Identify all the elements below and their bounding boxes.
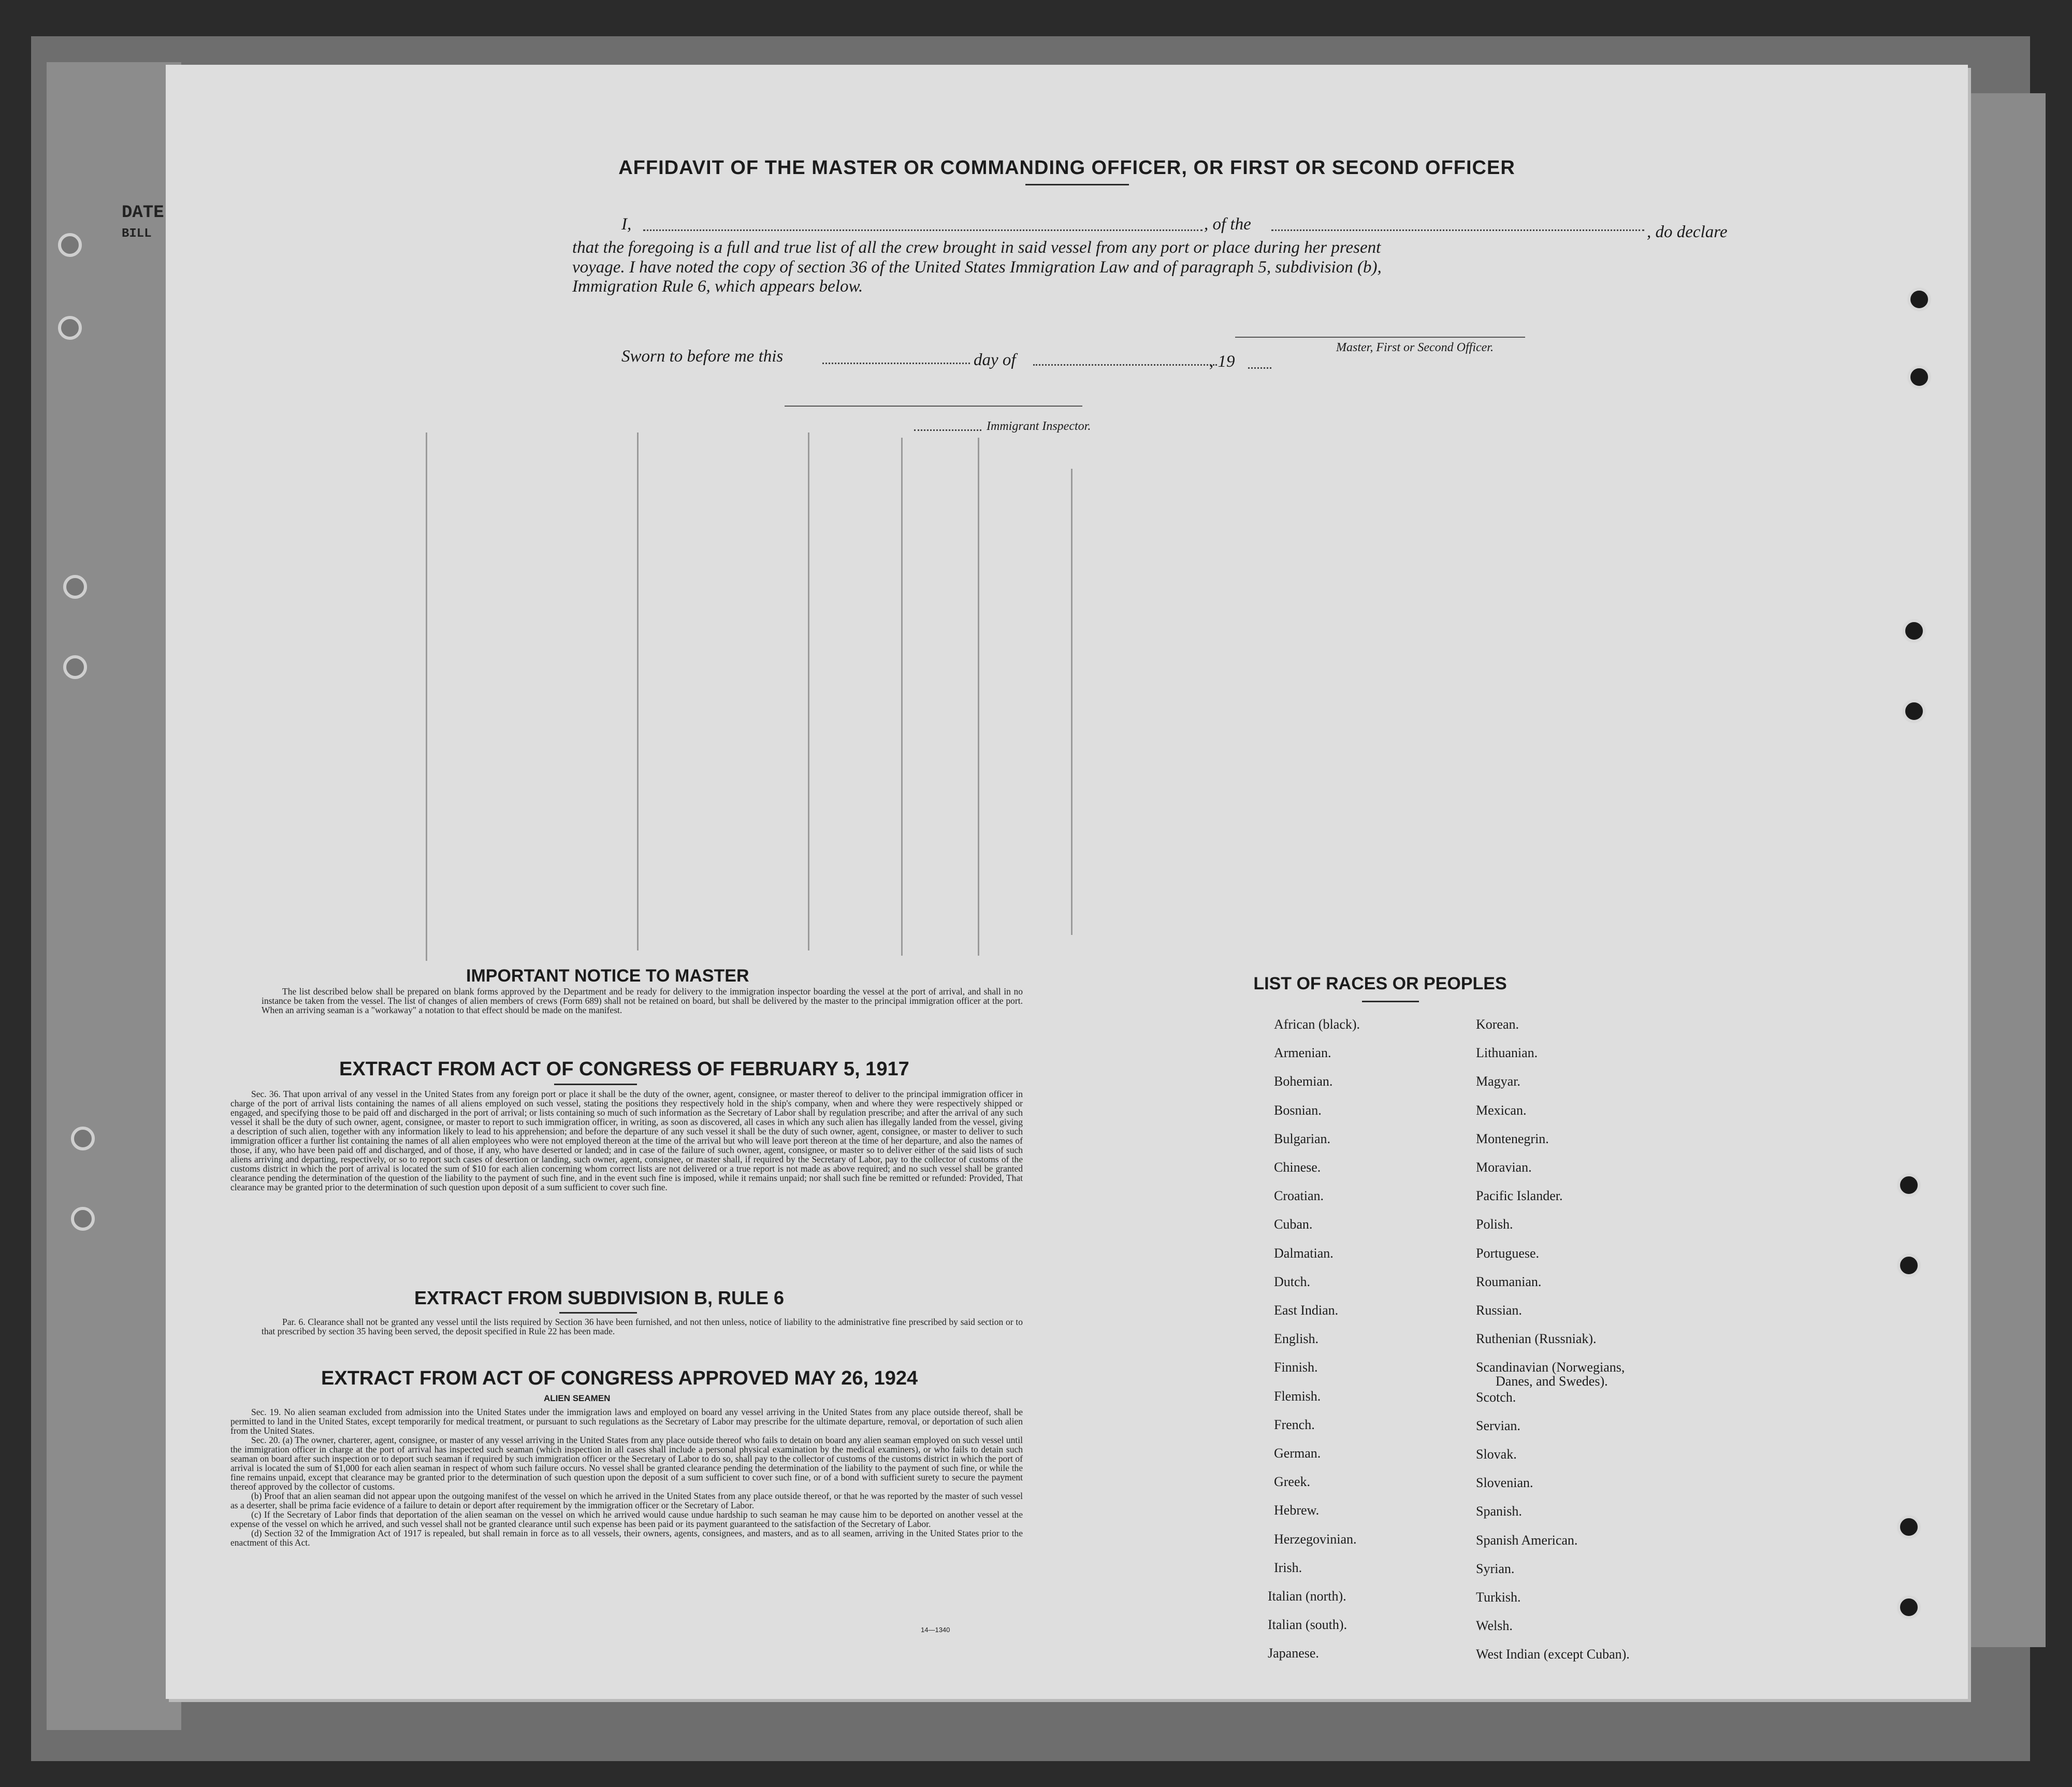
form-number: 14—1340 xyxy=(921,1626,950,1634)
extract-1924-subtitle: ALIEN SEAMEN xyxy=(544,1393,611,1403)
sec-19-paragraph: Sec. 19. No alien seaman excluded from admission into the United States under the immigration laws and employed on board any vessel arriving in the United States from any place outside thereof, shall be permitted to land in the United States, except temporarily for medical treatment, or pursuant to such regulations as the Secretary of Labor may prescribe for the ultimate departure, removal, or deportation of such alien from the United States. xyxy=(230,1407,1023,1436)
race-item: Welsh. xyxy=(1476,1618,1513,1634)
race-item: Japanese. xyxy=(1268,1646,1319,1661)
left-strip xyxy=(47,62,181,1730)
race-item: Bosnian. xyxy=(1274,1102,1322,1118)
extract-rule6-title: EXTRACT FROM SUBDIVISION B, RULE 6 xyxy=(414,1287,785,1308)
notice-paragraph: The list described below shall be prepared on blank forms approved by the Department and be ready for delivery to the immigration inspector boarding the vessel at the port of arrival, and shall in no instance be taken from the vessel. The list of changes of alien members of crews (Form 689) shall not be retained on board, but shall be delivered by the master to the principal immigration officer at the port. When an arriving seaman is a "workaway" a notation to that effect should be made on the manifest. xyxy=(262,986,1023,1015)
sworn-year-line[interactable] xyxy=(1248,367,1271,369)
race-item: Montenegrin. xyxy=(1476,1131,1549,1146)
race-item: Hebrew. xyxy=(1274,1503,1320,1518)
race-item: Scotch. xyxy=(1476,1389,1516,1405)
inspector-caption: Immigrant Inspector. xyxy=(987,420,1091,433)
race-item: Herzegovinian. xyxy=(1274,1531,1357,1547)
race-item: Syrian. xyxy=(1476,1561,1515,1576)
race-item: Bulgarian. xyxy=(1274,1131,1331,1146)
race-item: Danes, and Swedes). xyxy=(1496,1374,1608,1389)
affidavit-page xyxy=(166,65,1968,1699)
declaration-of-the: , of the xyxy=(1204,215,1251,234)
sworn-year: , 19 xyxy=(1209,352,1235,371)
punch-hole xyxy=(63,575,87,599)
race-item: German. xyxy=(1274,1446,1321,1461)
race-item: Chinese. xyxy=(1274,1160,1321,1175)
punch-hole xyxy=(71,1127,95,1150)
race-item: Roumanian. xyxy=(1476,1274,1542,1289)
inspector-dots xyxy=(914,429,981,431)
bleed-through-line xyxy=(426,433,427,961)
race-item: Polish. xyxy=(1476,1217,1513,1232)
punch-hole xyxy=(1907,287,1931,311)
sworn-text: Sworn to before me this xyxy=(621,347,784,366)
punch-hole xyxy=(71,1207,95,1231)
par-6-paragraph: Par. 6. Clearance shall not be granted any vessel until the lists required by Section 36 have been furnished, and not then unless, notice of liability to the administrative fine prescribed by said section or to that prescribed by section 35 having been served, the deposit specified in Rule 22 has been made. xyxy=(262,1317,1023,1336)
punch-hole xyxy=(1902,699,1926,723)
race-item: Mexican. xyxy=(1476,1102,1527,1118)
race-item: West Indian (except Cuban). xyxy=(1476,1647,1630,1662)
race-item: African (black). xyxy=(1274,1017,1360,1032)
race-item: Bohemian. xyxy=(1274,1074,1333,1089)
extract-1917-rule xyxy=(554,1084,637,1085)
punch-hole xyxy=(1897,1595,1921,1619)
race-item: Spanish. xyxy=(1476,1504,1522,1519)
extract-1924-title: EXTRACT FROM ACT OF CONGRESS APPROVED MAY 26, 1924 xyxy=(321,1367,918,1389)
races-rule xyxy=(1362,1001,1419,1002)
race-item: Lithuanian. xyxy=(1476,1045,1538,1061)
extract-rule6-rule xyxy=(559,1312,637,1314)
race-item: Armenian. xyxy=(1274,1045,1331,1061)
punch-hole xyxy=(1897,1173,1921,1197)
punch-hole xyxy=(1897,1515,1921,1539)
declaration-i: I, xyxy=(621,215,632,234)
punch-hole xyxy=(58,316,82,340)
declaration-line-3: voyage. I have noted the copy of section 36 of the United States Immigration Law and of paragraph 5, subdivision (b), xyxy=(572,258,1382,277)
race-item: Moravian. xyxy=(1476,1160,1532,1175)
race-item: Flemish. xyxy=(1274,1388,1321,1404)
sec-20b-paragraph: (b) Proof that an alien seaman did not appear upon the outgoing manifest of the vessel on which he arrived in the United States from any place outside thereof, or that he was reported by the master of such vessel as a deserter, shall be prima facie evidence of a failure to detain or deport after requirement by the immigration officer or the Secretary of Labor. xyxy=(230,1491,1023,1510)
notice-title: IMPORTANT NOTICE TO MASTER xyxy=(466,966,749,986)
sec-20d-paragraph: (d) Section 32 of the Immigration Act of 1917 is repealed, but shall remain in force as to all vessels, their owners, agents, consignees, and masters, and as to all seamen, arriving in the United States prior to the enactment of this Act. xyxy=(230,1528,1023,1548)
declaration-do-declare: , do declare xyxy=(1647,223,1728,241)
race-item: Korean. xyxy=(1476,1017,1519,1032)
left-tab-bill: BILL xyxy=(122,227,152,241)
punch-hole xyxy=(1897,1253,1921,1277)
race-item: Scandinavian (Norwegians, xyxy=(1476,1360,1625,1375)
extract-1917-title: EXTRACT FROM ACT OF CONGRESS OF FEBRUARY 5, 1917 xyxy=(339,1058,909,1080)
race-item: Portuguese. xyxy=(1476,1245,1540,1261)
bleed-through-line xyxy=(901,438,903,956)
declaration-line-2: that the foregoing is a full and true list of all the crew brought in said vessel from any port or place during her present xyxy=(572,238,1381,257)
bleed-through-line xyxy=(978,438,979,956)
name-line[interactable] xyxy=(643,229,1202,231)
left-tab-date: DATE xyxy=(122,203,164,223)
extract-rule6-text xyxy=(262,1317,1023,1336)
race-item: Spanish American. xyxy=(1476,1532,1578,1548)
race-item: Cuban. xyxy=(1274,1217,1313,1232)
sworn-day-of: day of xyxy=(974,351,1016,369)
vessel-line[interactable] xyxy=(1271,229,1644,231)
signature-line[interactable] xyxy=(1235,337,1525,338)
race-item: French. xyxy=(1274,1417,1315,1432)
race-item: Ruthenian (Russniak). xyxy=(1476,1331,1597,1347)
sworn-date-line[interactable] xyxy=(822,363,970,364)
signature-caption: Master, First or Second Officer. xyxy=(1336,341,1494,354)
inspector-signature-line[interactable] xyxy=(785,406,1082,407)
race-item: Slovak. xyxy=(1476,1447,1517,1462)
bleed-through-line xyxy=(808,433,809,950)
race-item: Italian (north). xyxy=(1268,1589,1346,1604)
sec-20c-paragraph: (c) If the Secretary of Labor finds that deportation of the alien seaman on the vessel on which he arrived would cause undue hardship to such seaman he may cause him to be deported on another vessel at the expense of the vessel on which he arrived, and such vessel shall not be granted clearance until such expense has been paid or its payment guaranteed to the satisfaction of the Secretary of Labor. xyxy=(230,1509,1023,1529)
punch-hole xyxy=(58,233,82,257)
punch-hole xyxy=(1907,365,1931,389)
sec-20a-paragraph: Sec. 20. (a) The owner, charterer, agent, consignee, or master of any vessel arriving in the United States from any place outside thereof who fails to detain on board any alien seaman employed on such vessel until the immigration officer in charge at the port of arrival has inspected such seaman (which inspection in all cases shall include a personal physical examination by the medical examiners), or who fails to detain such seaman on board after such inspection or to deport such seaman if required by such immigration officer or the Secretary of Labor to do so, shall pay to the collector of customs of the customs district in which the port of arrival is located the sum of $1,000 for each alien seaman in respect of whom such failure occurs. No vessel shall be granted clearance pending the determination of the liability to the payment of such fine, or while the fine remains unpaid, except that clearance may be granted prior to the determination of such question upon the deposit of a sum sufficient to cover such fine, or of a bond with sufficient surety to secure the payment thereof approved by the collector of customs. xyxy=(230,1435,1023,1492)
race-item: English. xyxy=(1274,1331,1318,1347)
title-rule xyxy=(1025,184,1129,185)
race-item: Italian (south). xyxy=(1268,1617,1347,1633)
sec-36-paragraph: Sec. 36. That upon arrival of any vessel in the United States from any foreign port or place it shall be the duty of the owner, agent, consignee, or master thereof to deliver to the principal immigration officer in charge of the port of arrival lists containing the names of all aliens employed on such vessel, stating the positions they respectively hold in the ship's company, when and where they were respectively shipped or engaged, and specifying those to be paid off and discharged in the port of arrival; or lists containing so much of such information as the Secretary of Labor shall by regulation prescribe; and after the arrival of any such vessel it shall be the duty of such owner, agent, consignee, or master to report to such immigration officer, in writing, as soon as discovered, all cases in which any such alien has illegally landed from the vessel, giving a description of such alien, together with any information likely to lead to his apprehension; and before the departure of any such vessel it shall be the duty of such owner, agent, consignee, or master to deliver to such immigration officer a further list containing the names of all alien employees who were not employed thereon at the time of the arrival but who will leave port thereon at the time of her departure, and also the names of those, if any, who have been paid off and discharged, and of those, if any, who have deserted or landed; and in case of the failure of such owner, agent, consignee, or master so to deliver either of the said lists of such aliens arriving and departing, respectively, or so to report such cases of desertion or landing, such owner, agent, consignee, or master shall, if required by the Secretary of Labor, pay to the collector of customs of the customs district in which the port of arrival is located the sum of $10 for each alien concerning whom correct lists are not delivered or a true report is not made as above required; and no such vessel shall be granted clearance pending the determination of the question of the liability to the payment of such fine, and in the event such fine is imposed, while it remains unpaid; nor shall such fine be remitted or refunded: Provided, That clearance may be granted prior to the determination of such question upon deposit of a sum sufficient to cover such fine. xyxy=(230,1089,1023,1192)
race-item: Finnish. xyxy=(1274,1360,1318,1375)
race-item: Croatian. xyxy=(1274,1188,1324,1204)
extract-1924-text xyxy=(230,1407,1023,1547)
race-item: Servian. xyxy=(1476,1418,1520,1433)
affidavit-title: AFFIDAVIT OF THE MASTER OR COMMANDING OFFICER, OR FIRST OR SECOND OFFICER xyxy=(618,157,1515,179)
race-item: East Indian. xyxy=(1274,1303,1339,1318)
race-item: Pacific Islander. xyxy=(1476,1188,1563,1204)
race-item: Magyar. xyxy=(1476,1074,1520,1089)
race-item: Dutch. xyxy=(1274,1274,1311,1289)
punch-hole xyxy=(63,655,87,679)
race-item: Dalmatian. xyxy=(1274,1245,1334,1261)
declaration-line-4: Immigration Rule 6, which appears below. xyxy=(572,277,863,296)
races-title: LIST OF RACES OR PEOPLES xyxy=(1253,974,1507,993)
race-item: Slovenian. xyxy=(1476,1475,1533,1491)
bleed-through-line xyxy=(1071,469,1073,935)
race-item: Irish. xyxy=(1274,1560,1302,1575)
race-item: Greek. xyxy=(1274,1474,1311,1490)
race-item: Turkish. xyxy=(1476,1590,1521,1605)
extract-1917-text xyxy=(230,1089,1023,1192)
punch-hole xyxy=(1902,619,1926,643)
race-item: Russian. xyxy=(1476,1303,1522,1318)
bleed-through-line xyxy=(637,433,639,950)
notice-text xyxy=(262,987,1023,1015)
sworn-month-line[interactable] xyxy=(1033,364,1217,366)
